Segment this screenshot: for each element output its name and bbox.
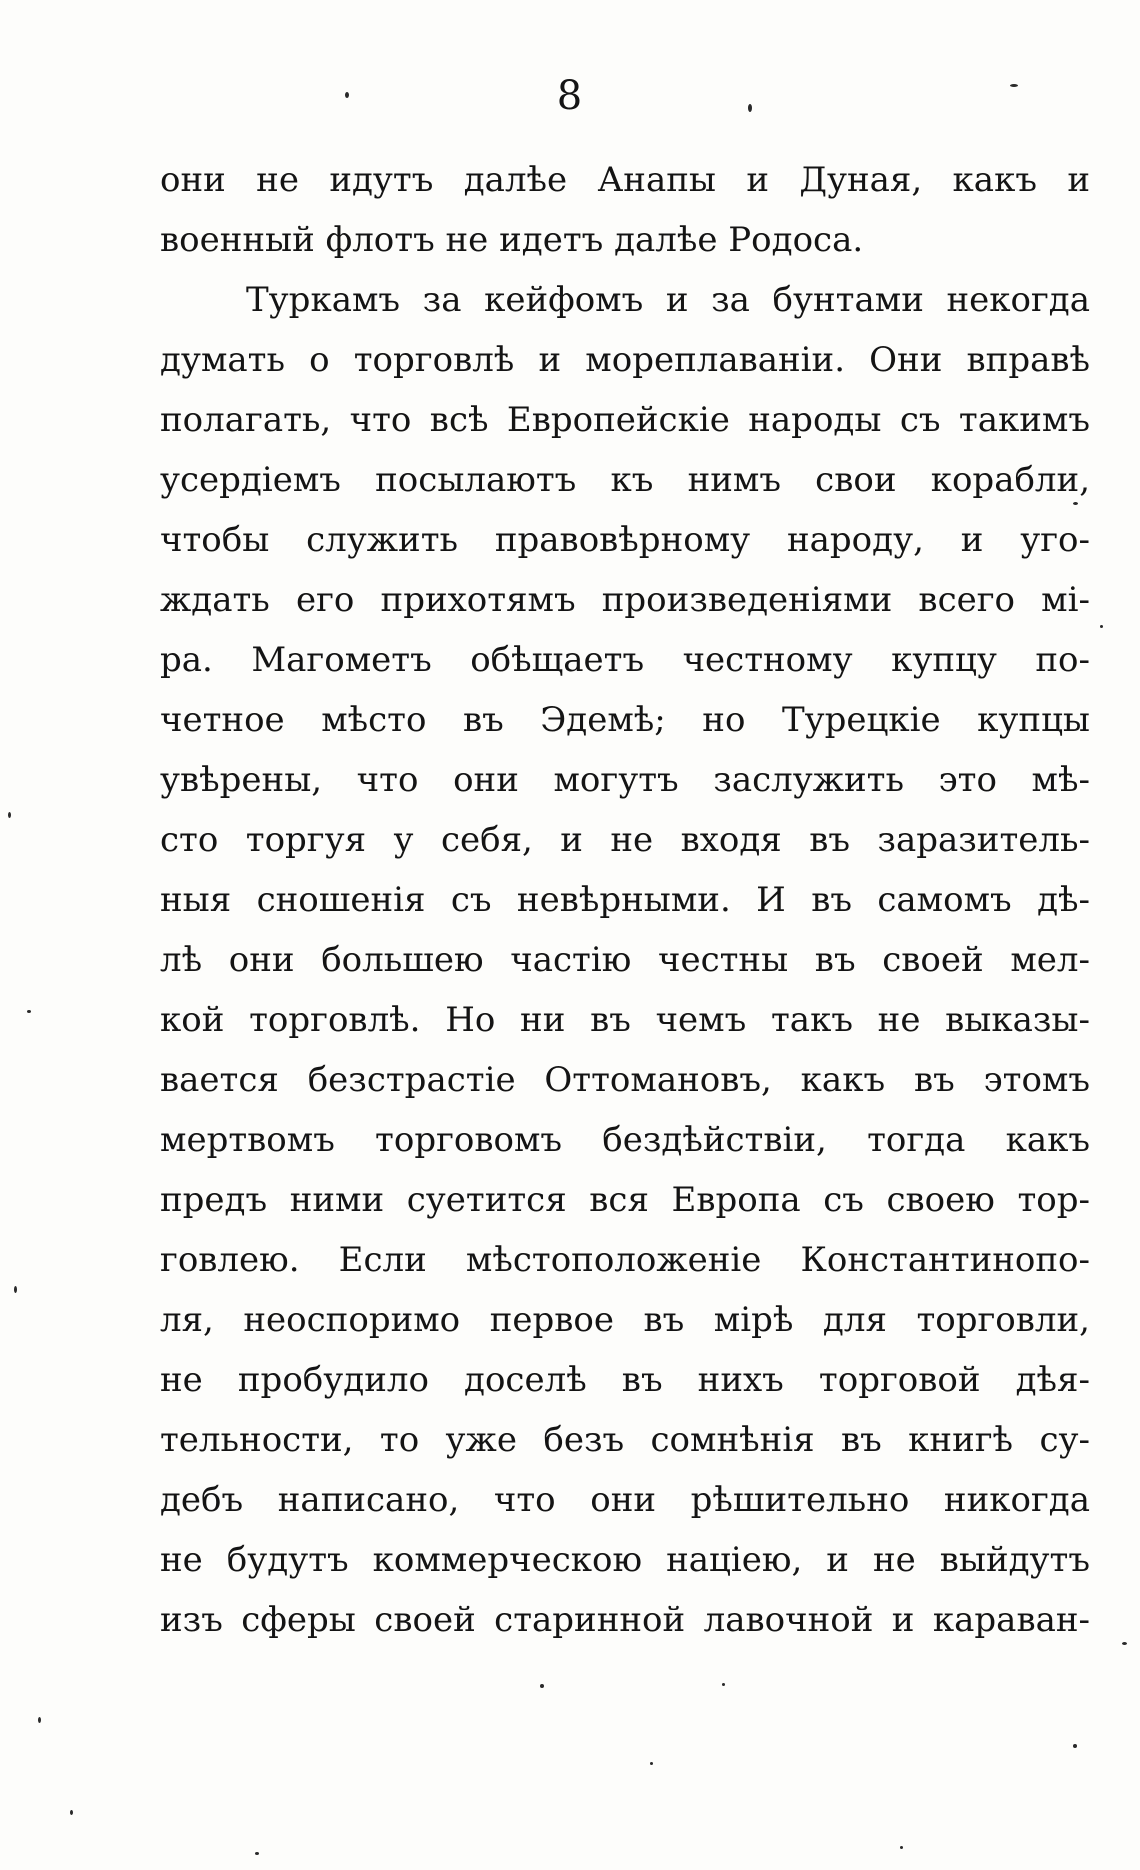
text-line: дебъ написано, что они рѣшительно никогда (160, 1480, 1090, 1520)
text-line: они не идутъ далѣе Анапы и Дуная, какъ и (160, 160, 1090, 200)
scan-speck (650, 1762, 653, 1765)
text-line: вается безстрастіе Оттомановъ, какъ въ этомъ (160, 1060, 1090, 1100)
scan-speck (38, 1717, 41, 1723)
scan-speck (748, 104, 752, 112)
page-number: 8 (556, 73, 584, 119)
scan-speck (722, 1683, 725, 1686)
text-line: думать о торговлѣ и мореплаваніи. Они вправѣ (160, 340, 1090, 380)
text-line: тельности, то уже безъ сомнѣнія въ книгѣ су- (160, 1420, 1090, 1460)
text-line: чтобы служить правовѣрному народу, и уго- (160, 520, 1090, 560)
text-line: военный флотъ не идетъ далѣе Родоса. (160, 220, 864, 260)
text-line: не будутъ коммерческою націею, и не выйдутъ (160, 1540, 1090, 1580)
text-line: сто торгуя у себя, и не входя въ заразитель- (160, 820, 1090, 860)
text-line: полагать, что всѣ Европейскіе народы съ такимъ (160, 400, 1090, 440)
text-line: Туркамъ за кейфомъ и за бунтами некогда (246, 280, 1090, 320)
text-line: ра. Магометъ обѣщаетъ честному купцу по- (160, 640, 1090, 680)
text-line: предъ ними суетится вся Европа съ своею тор- (160, 1180, 1090, 1220)
text-line: ждать его прихотямъ произведеніями всего мі- (160, 580, 1090, 620)
scan-speck (1010, 84, 1018, 87)
text-line: ныя сношенія съ невѣрными. И въ самомъ дѣ- (160, 880, 1090, 920)
text-line: мертвомъ торговомъ бездѣйствіи, тогда какъ (160, 1120, 1090, 1160)
scan-speck (900, 1846, 903, 1849)
scan-speck (27, 1010, 31, 1013)
scan-speck (1122, 1642, 1127, 1645)
text-line: лѣ они большею частію честны въ своей мел- (160, 940, 1090, 980)
text-line: кой торговлѣ. Но ни въ чемъ такъ не выказы- (160, 1000, 1090, 1040)
text-line: не пробудило доселѣ въ нихъ торговой дѣя- (160, 1360, 1090, 1400)
text-line: говлею. Если мѣстоположеніе Константинопо- (160, 1240, 1090, 1280)
text-line: изъ сферы своей старинной лавочной и караван- (160, 1600, 1090, 1640)
text-line: усердіемъ посылаютъ къ нимъ свои корабли, (160, 460, 1090, 500)
scan-speck (1073, 502, 1078, 505)
text-line: увѣрены, что они могутъ заслужить это мѣ- (160, 760, 1090, 800)
scan-speck (345, 92, 349, 98)
scan-speck (540, 1684, 544, 1688)
scan-speck (70, 1810, 73, 1815)
text-line: четное мѣсто въ Эдемѣ; но Турецкіе купцы (160, 700, 1090, 740)
text-line: ля, неоспоримо первое въ мірѣ для торговли, (160, 1300, 1090, 1340)
scan-speck (14, 1286, 17, 1293)
scan-speck (1100, 625, 1103, 628)
scan-speck (255, 1852, 259, 1855)
scan-speck (8, 812, 11, 818)
scan-speck (1073, 1744, 1077, 1748)
page-text (160, 150, 1090, 1650)
